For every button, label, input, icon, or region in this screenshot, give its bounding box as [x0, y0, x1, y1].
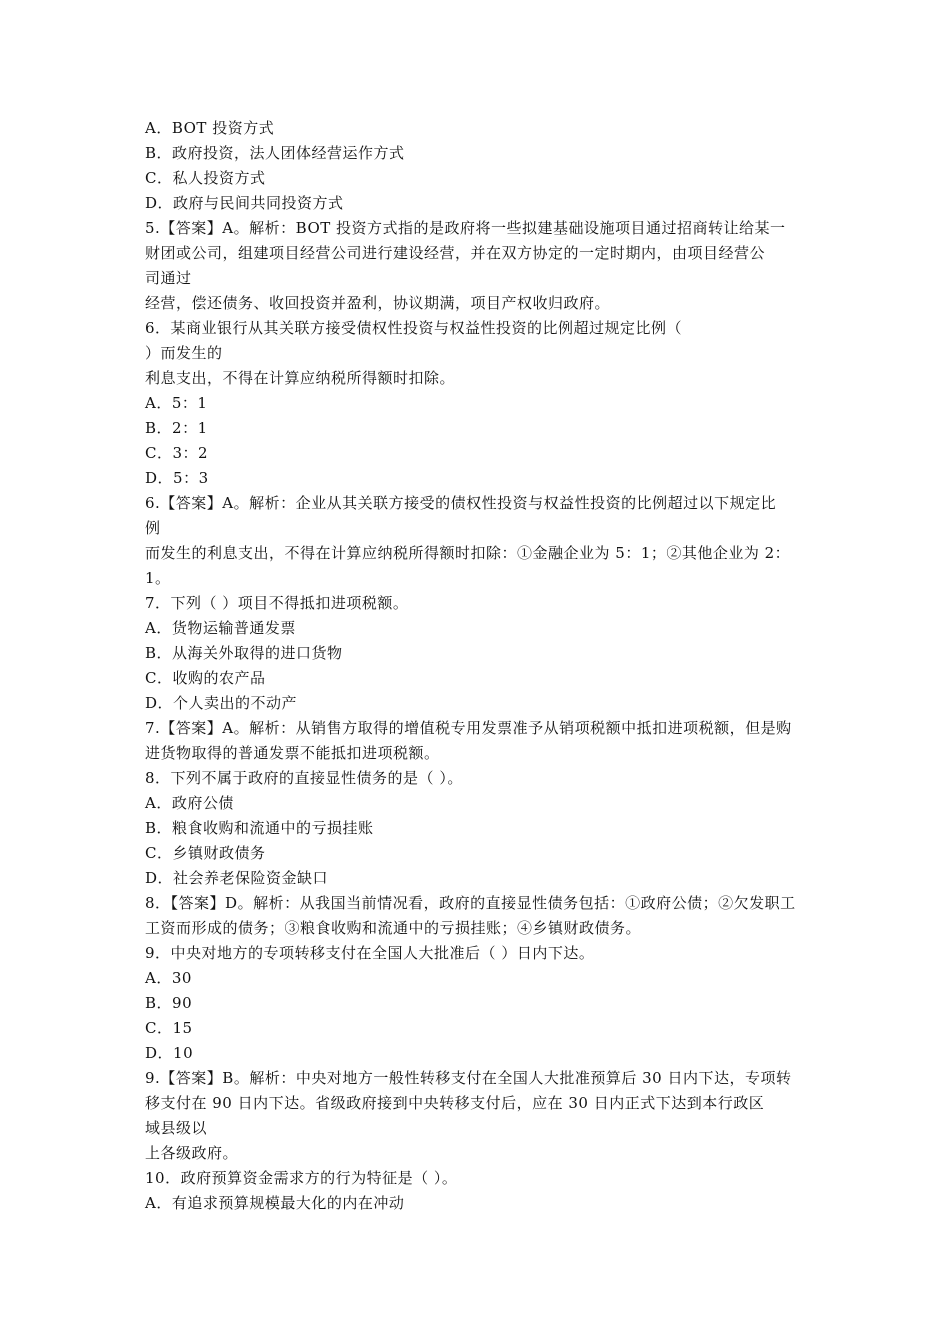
question-line: 10．政府预算资金需求方的行为特征是（ ）。	[145, 1169, 458, 1187]
option-line: D．政府与民间共同投资方式	[145, 194, 344, 212]
answer-line: 工资而形成的债务；③粮食收购和流通中的亏损挂账；④乡镇财政债务。	[145, 919, 642, 937]
option-line: A．30	[145, 969, 192, 987]
option-line: B．政府投资，法人团体经营运作方式	[145, 144, 405, 162]
question-line: 6．某商业银行从其关联方接受债权性投资与权益性投资的比例超过规定比例（	[145, 319, 683, 337]
option-line: A．货物运输普通发票	[145, 619, 296, 637]
option-line: C．收购的农产品	[145, 669, 266, 687]
answer-line: 5.【答案】A。解析：BOT 投资方式指的是政府将一些拟建基础设施项目通过招商转让给某一	[145, 219, 786, 237]
option-line: B．90	[145, 994, 193, 1012]
option-line: D．个人卖出的不动产	[145, 694, 298, 712]
option-line: D．社会养老保险资金缺口	[145, 869, 329, 887]
option-line: C．15	[145, 1019, 193, 1037]
option-line: A．政府公债	[145, 794, 234, 812]
answer-line: 6.【答案】A。解析：企业从其关联方接受的债权性投资与权益性投资的比例超过以下规定比	[145, 494, 777, 512]
answer-line: 7.【答案】A。解析：从销售方取得的增值税专用发票准予从销项税额中抵扣进项税额，但是购	[145, 719, 792, 737]
answer-line: 1。	[145, 569, 171, 587]
question-line: 7．下列（ ）项目不得抵扣进项税额。	[145, 594, 409, 612]
question-line: 利息支出，不得在计算应纳税所得额时扣除。	[145, 369, 456, 387]
option-line: A．5：1	[145, 394, 208, 412]
question-line: ）而发生的	[145, 344, 223, 362]
answer-line: 而发生的利息支出，不得在计算应纳税所得额时扣除：①金融企业为 5：1；②其他企业为 2：	[145, 544, 791, 562]
document-body	[145, 116, 845, 1216]
option-line: A．有追求预算规模最大化的内在冲动	[145, 1194, 405, 1212]
answer-line: 经营，偿还债务、收回投资并盈利，协议期满，项目产权收归政府。	[145, 294, 611, 312]
answer-line: 进货物取得的普通发票不能抵扣进项税额。	[145, 744, 440, 762]
answer-line: 上各级政府。	[145, 1144, 239, 1162]
option-line: B．粮食收购和流通中的亏损挂账	[145, 819, 374, 837]
answer-line: 例	[145, 519, 161, 537]
question-line: 8．下列不属于政府的直接显性债务的是（ ）。	[145, 769, 463, 787]
option-line: D．5：3	[145, 469, 209, 487]
answer-line: 财团或公司，组建项目经营公司进行建设经营，并在双方协定的一定时期内，由项目经营公	[145, 244, 766, 262]
answer-line: 8．【答案】D。解析：从我国当前情况看，政府的直接显性债务包括：①政府公债；②欠发职工	[145, 894, 796, 912]
option-line: B．2：1	[145, 419, 208, 437]
answer-line: 域县级以	[145, 1119, 208, 1137]
option-line: C．私人投资方式	[145, 169, 266, 187]
answer-line: 9.【答案】B。解析：中央对地方一般性转移支付在全国人大批准预算后 30 日内下达，专项转	[145, 1069, 792, 1087]
answer-line: 司通过	[145, 269, 192, 287]
option-line: C．乡镇财政债务	[145, 844, 266, 862]
option-line: D．10	[145, 1044, 194, 1062]
option-line: A．BOT 投资方式	[145, 119, 275, 137]
option-line: C．3：2	[145, 444, 209, 462]
option-line: B．从海关外取得的进口货物	[145, 644, 343, 662]
answer-line: 移支付在 90 日内下达。省级政府接到中央转移支付后，应在 30 日内正式下达到本行政区	[145, 1094, 765, 1112]
question-line: 9．中央对地方的专项转移支付在全国人大批准后（ ）日内下达。	[145, 944, 595, 962]
